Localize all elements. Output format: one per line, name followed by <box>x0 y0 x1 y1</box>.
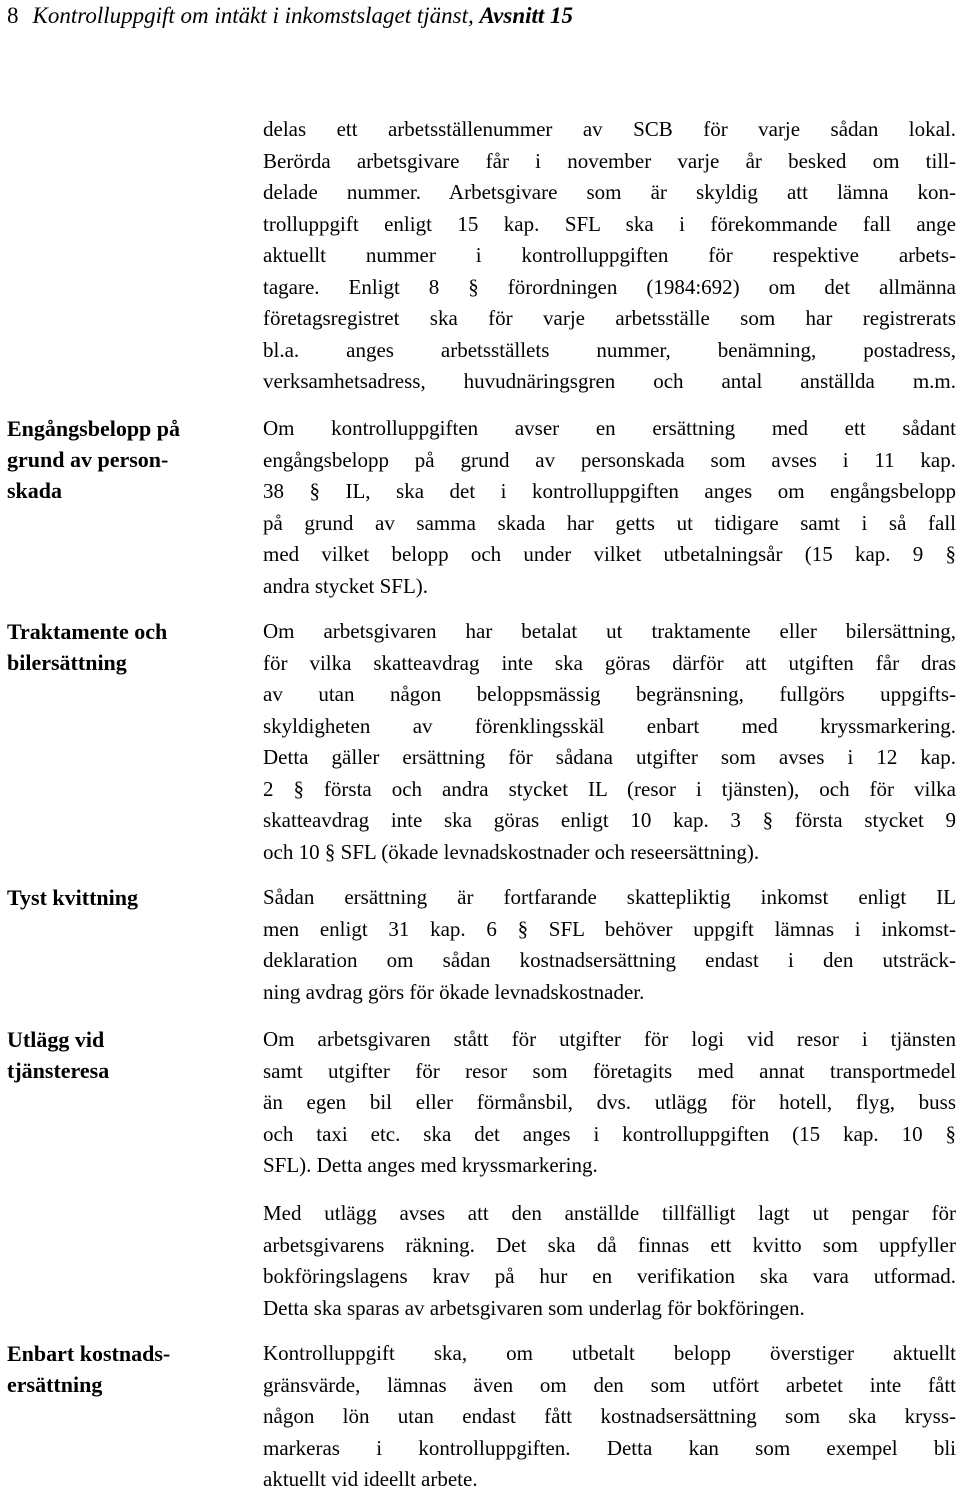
text-line: delade nummer. Arbetsgivare som är skyldig att lämna kon- <box>263 180 956 204</box>
text-line: och taxi etc. ska det anges i kontrolluppgiften (15 kap. 10 § <box>263 1121 956 1146</box>
text-line: än egen bil eller förmånsbil, dvs. utlägg för hotell, flyg, buss <box>263 1090 956 1114</box>
text-line: skatteavdrag inte ska göras enligt 10 kap. 3 § första stycket 9 <box>263 808 956 832</box>
margin-heading-line: Tyst kvittning <box>7 885 139 910</box>
text-line: av utan någon beloppsmässig begränsning, fullgörs uppgifts- <box>263 682 956 706</box>
paragraph-traktamente <box>263 616 956 868</box>
margin-heading-line: Engångsbelopp på <box>7 416 181 441</box>
text-line: gränsvärde, lämnas även om den som utfört arbetet inte fått <box>263 1372 956 1397</box>
margin-heading-utlagg <box>7 1024 247 1086</box>
text-line: 38 § IL, ska det i kontrolluppgiften anges om engångsbelopp <box>263 479 956 503</box>
text-line: på grund av samma skada har getts ut tidigare samt i så fall <box>263 510 956 535</box>
text-line: Detta gäller ersättning för sådana utgifter som avses i 12 kap. <box>263 745 956 769</box>
text-line: engångsbelopp på grund av personskada som avses i 11 kap. <box>263 447 956 472</box>
text-line: Kontrolluppgift ska, om utbetalt belopp överstiger aktuellt <box>263 1341 956 1365</box>
margin-heading-line: skada <box>7 478 63 503</box>
margin-heading-enbart <box>7 1338 247 1400</box>
text-line: Berörda arbetsgivare får i november varje år besked om till- <box>263 148 956 173</box>
text-line: Om arbetsgivaren stått för utgifter för logi vid resor i tjänsten <box>263 1027 956 1051</box>
text-line: företagsregistret ska för varje arbetsställe som har registrerats <box>263 306 956 330</box>
page-header <box>7 2 573 30</box>
header-title: Kontrolluppgift om intäkt i inkomstslaget tjänst, <box>32 3 474 28</box>
text-line: med vilket belopp och under vilket utbetalningsår (15 kap. 9 § <box>263 542 956 566</box>
text-line: tagare. Enligt 8 § förordningen (1984:692) om det allmänna <box>263 274 956 299</box>
text-line: aktuellt nummer i kontrolluppgiften för respektive arbets- <box>263 243 956 267</box>
margin-heading-line: Enbart kostnads- <box>7 1341 171 1366</box>
text-line: och 10 § SFL (ökade levnadskostnader och reseersättning). <box>263 839 760 864</box>
text-line: ning avdrag görs för ökade levnadskostnader. <box>263 979 645 1004</box>
text-line: verksamhetsadress, huvudnäringsgren och antal anställda m.m. <box>263 369 956 393</box>
margin-heading-line: ersättning <box>7 1372 103 1397</box>
text-line: markeras i kontrolluppgiften. Detta kan som exempel bli <box>263 1435 956 1460</box>
margin-heading-engangsbelopp <box>7 413 247 506</box>
text-line: bl.a. anges arbetsställets nummer, benämning, postadress, <box>263 337 956 362</box>
text-line: Om arbetsgivaren har betalat ut traktamente eller bilersättning, <box>263 619 956 643</box>
text-line: Sådan ersättning är fortfarande skattepliktig inkomst enligt IL <box>263 885 956 909</box>
text-line: men enligt 31 kap. 6 § SFL behöver uppgift lämnas i inkomst- <box>263 916 956 941</box>
paragraph-enbart <box>263 1338 956 1496</box>
margin-heading-line: Utlägg vid <box>7 1027 105 1052</box>
header-section: Avsnitt 15 <box>479 3 574 28</box>
paragraph-engangsbelopp <box>263 413 956 602</box>
margin-heading-line: tjänsteresa <box>7 1058 110 1083</box>
margin-heading-tyst-kvittning <box>7 882 247 913</box>
text-line: delas ett arbetsställenummer av SCB för varje sådan lokal. <box>263 117 956 141</box>
paragraph-tyst-kvittning <box>263 882 956 1008</box>
text-line: 2 § första och andra stycket IL (resor i tjänsten), och för vilka <box>263 776 956 801</box>
margin-heading-line: bilersättning <box>7 650 127 675</box>
text-line: aktuellt vid ideellt arbete. <box>263 1467 478 1491</box>
paragraph-arbetsstallenummer <box>263 114 956 398</box>
text-line: bokföringslagens krav på hur en verifikation ska vara utformad. <box>263 1264 956 1288</box>
text-line: samt utgifter för resor som företagits med annat transportmedel <box>263 1058 956 1083</box>
text-line: andra stycket SFL). <box>263 573 429 598</box>
text-line: skyldigheten av förenklingsskäl enbart med kryssmarkering. <box>263 713 956 738</box>
margin-heading-line: Traktamente och <box>7 619 168 644</box>
text-line: Med utlägg avses att den anställde tillfälligt lagt ut pengar för <box>263 1201 956 1225</box>
margin-heading-line: grund av person- <box>7 447 169 472</box>
margin-heading-traktamente <box>7 616 247 678</box>
text-line: arbetsgivarens räkning. Det ska då finnas ett kvitto som uppfyller <box>263 1232 956 1257</box>
page-number: 8 <box>7 3 19 28</box>
text-line: Detta ska sparas av arbetsgivaren som underlag för bokföringen. <box>263 1295 805 1320</box>
text-line: någon lön utan endast fått kostnadsersättning som ska kryss- <box>263 1404 956 1428</box>
text-line: SFL). Detta anges med kryssmarkering. <box>263 1153 598 1177</box>
text-line: trolluppgift enligt 15 kap. SFL ska i förekommande fall ange <box>263 211 956 236</box>
text-line: för vilka skatteavdrag inte ska göras därför att utgiften får dras <box>263 650 956 675</box>
text-line: Om kontrolluppgiften avser en ersättning med ett sådant <box>263 416 956 440</box>
paragraph-utlagg <box>263 1024 956 1182</box>
text-line: deklaration om sådan kostnadsersättning endast i den utsträck- <box>263 948 956 972</box>
paragraph-med-utlagg <box>263 1198 956 1324</box>
